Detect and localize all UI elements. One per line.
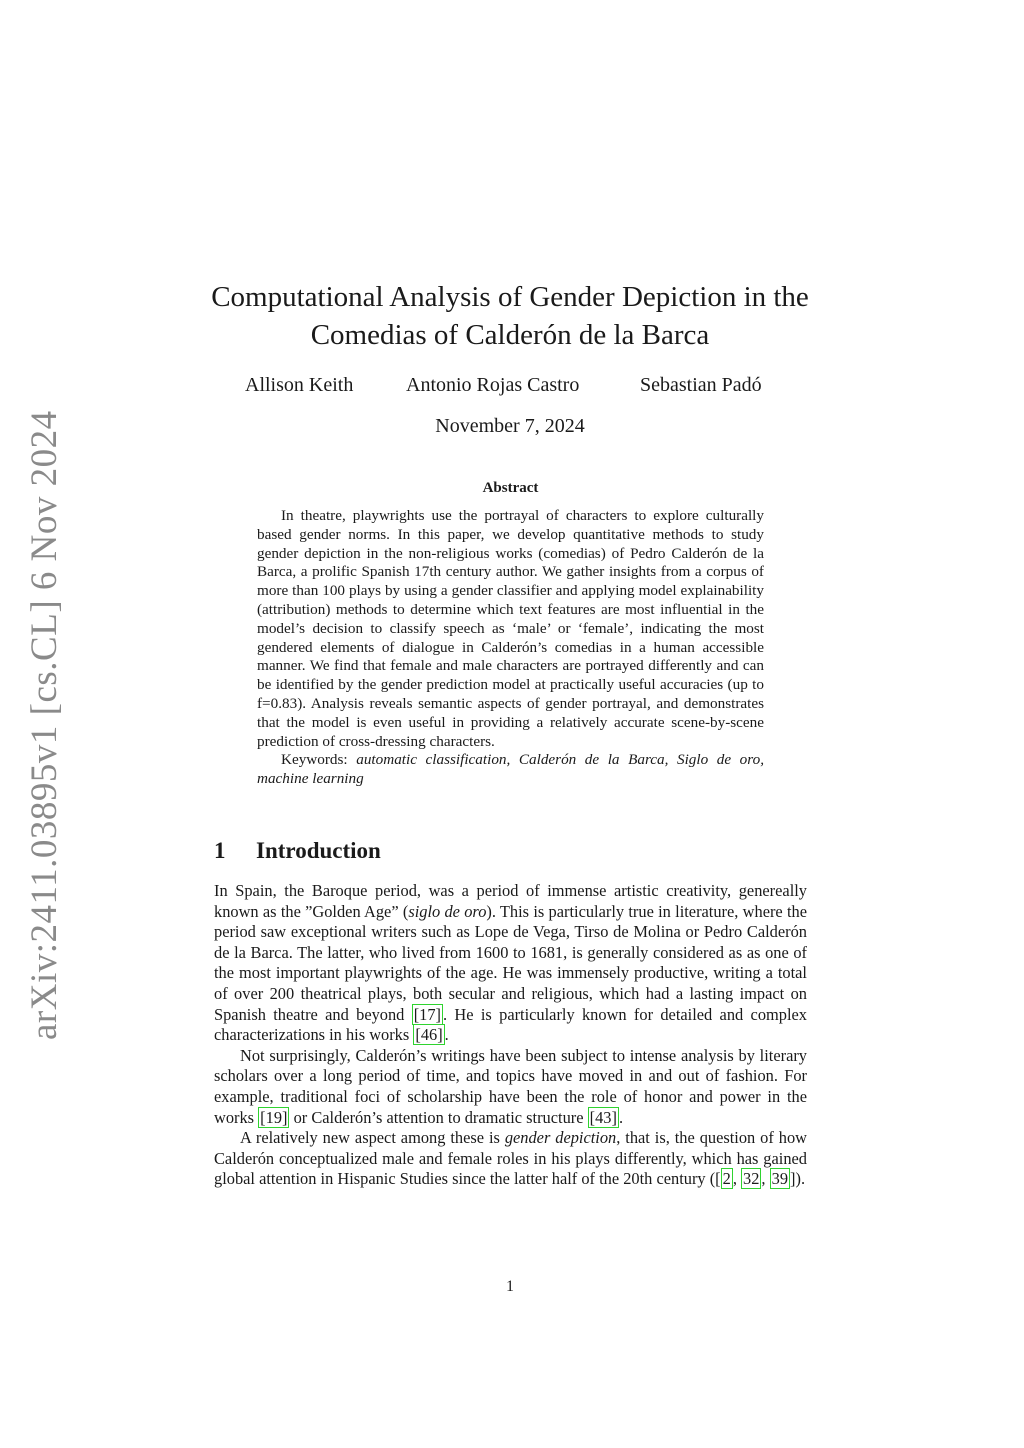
author-name: Allison Keith [245, 374, 354, 396]
arxiv-stamp: arXiv:2411.03895v1 [cs.CL] 6 Nov 2024 [24, 410, 65, 1040]
text-run: In Spain, the Baroque period, was a period of immense artistic creativity, genereally known as the ”Golden Age” ( [214, 881, 807, 921]
paper-title: Computational Analysis of Gender Depiction in the Comedias of Calderón de la Barca [211, 281, 809, 351]
page-number: 1 [506, 1278, 514, 1295]
introduction-body [214, 881, 807, 1190]
keywords-line [257, 751, 764, 789]
text-run: . [444, 1025, 449, 1045]
text-run: ). This is particularly true in literature, where the period saw exceptional writers such as Lope de Vega, Tirso de Molina or Pedro Calderón de la Barca. The latter, who lived from 1600 to 1681, is generally considered as as one of the most important playwrights of the age. He was immensely productive, writing a total of over 200 theatrical plays, both secular and religious, which had a lasting impact on Spanish theatre and beyond [214, 901, 807, 1024]
author-name: Antonio Rojas Castro [406, 374, 580, 396]
text-run: Not surprisingly, Calderón’s writings have been subject to intense analysis by literary scholars over a long period of time, and topics have moved in and out of fashion. For example, traditional foci of scholarship have been the role of honor and power in the works [214, 1045, 807, 1127]
paragraph [214, 881, 807, 1046]
citation-link[interactable]: 32 [743, 1169, 760, 1189]
text-run: . [618, 1107, 624, 1127]
author-name: Sebastian Padó [640, 374, 762, 396]
emphasis: gender depiction [504, 1128, 617, 1148]
section-heading [214, 838, 381, 864]
text-run: , that is, the question of how Calderón conceptualized male and female roles in his plays differently, which has gained global attention in Hispanic Studies since the latter half of the 20th century ( [214, 1128, 807, 1189]
section-number: 1 [214, 838, 226, 863]
paragraph: A relatively new aspect among these is gender depiction, that is, the question of how Calderón conceptualized male and female roles in his plays differently, which has gained global attention in Hispanic Studies since the latter half of the 20th century ([ 2 , 32 , 39 ]). [214, 1128, 807, 1189]
text-run: or Calderón’s attention to dramatic structure [289, 1107, 588, 1127]
text-run: . He is particularly known for detailed and complex characterizations in his works [214, 1004, 807, 1045]
citation-link[interactable]: 2 [722, 1169, 731, 1189]
separator: , [732, 1169, 742, 1189]
citation-link[interactable]: 39 [771, 1169, 789, 1189]
citation-link[interactable]: [19] [260, 1107, 288, 1127]
section-title: Introduction [256, 838, 381, 863]
text-run: ). [795, 1169, 806, 1189]
author-list [0, 374, 1024, 400]
keywords-label: Keywords: [281, 751, 348, 769]
emphasis: siglo de oro [408, 901, 487, 921]
text-run: A relatively new aspect among these is [240, 1128, 505, 1148]
citation-link[interactable]: [43] [589, 1107, 617, 1127]
abstract-text: In theatre, playwrights use the portrayal of characters to explore culturally based gender norms. In this paper, we develop quantitative methods to study gender depiction in the non-religious works (comedias) of Pedro Calderón de la Barca, a prolific Spanish 17th century author. We gather insights from a corpus of more than 100 plays by using a gender classifier and applying model explainability (attribution) methods to determine which text features are most influential in the model’s decision to classify speech as ‘male’ or ‘female’, indicating the most gendered elements of dialogue in Calderón’s comedias in a human accessible manner. We find that female and male characters are portrayed differently and can be identified by the gender prediction model at practically useful accuracies (up to f=0.83). Analysis reveals semantic aspects of gender portrayal, and demonstrates that the model is even useful in providing a relatively accurate scene-by-scene prediction of cross-dressing characters. [257, 507, 764, 750]
separator: , [761, 1169, 770, 1189]
paragraph [214, 1046, 807, 1128]
keywords-value: automatic classification, Calderón de la Barca, Siglo de oro, machine learning [257, 751, 764, 788]
abstract-body [257, 507, 764, 789]
citation-link[interactable]: [17] [413, 1004, 442, 1024]
citation-link[interactable]: [46] [415, 1025, 443, 1045]
publication-date: November 7, 2024 [435, 415, 585, 437]
abstract-heading: Abstract [482, 480, 539, 496]
